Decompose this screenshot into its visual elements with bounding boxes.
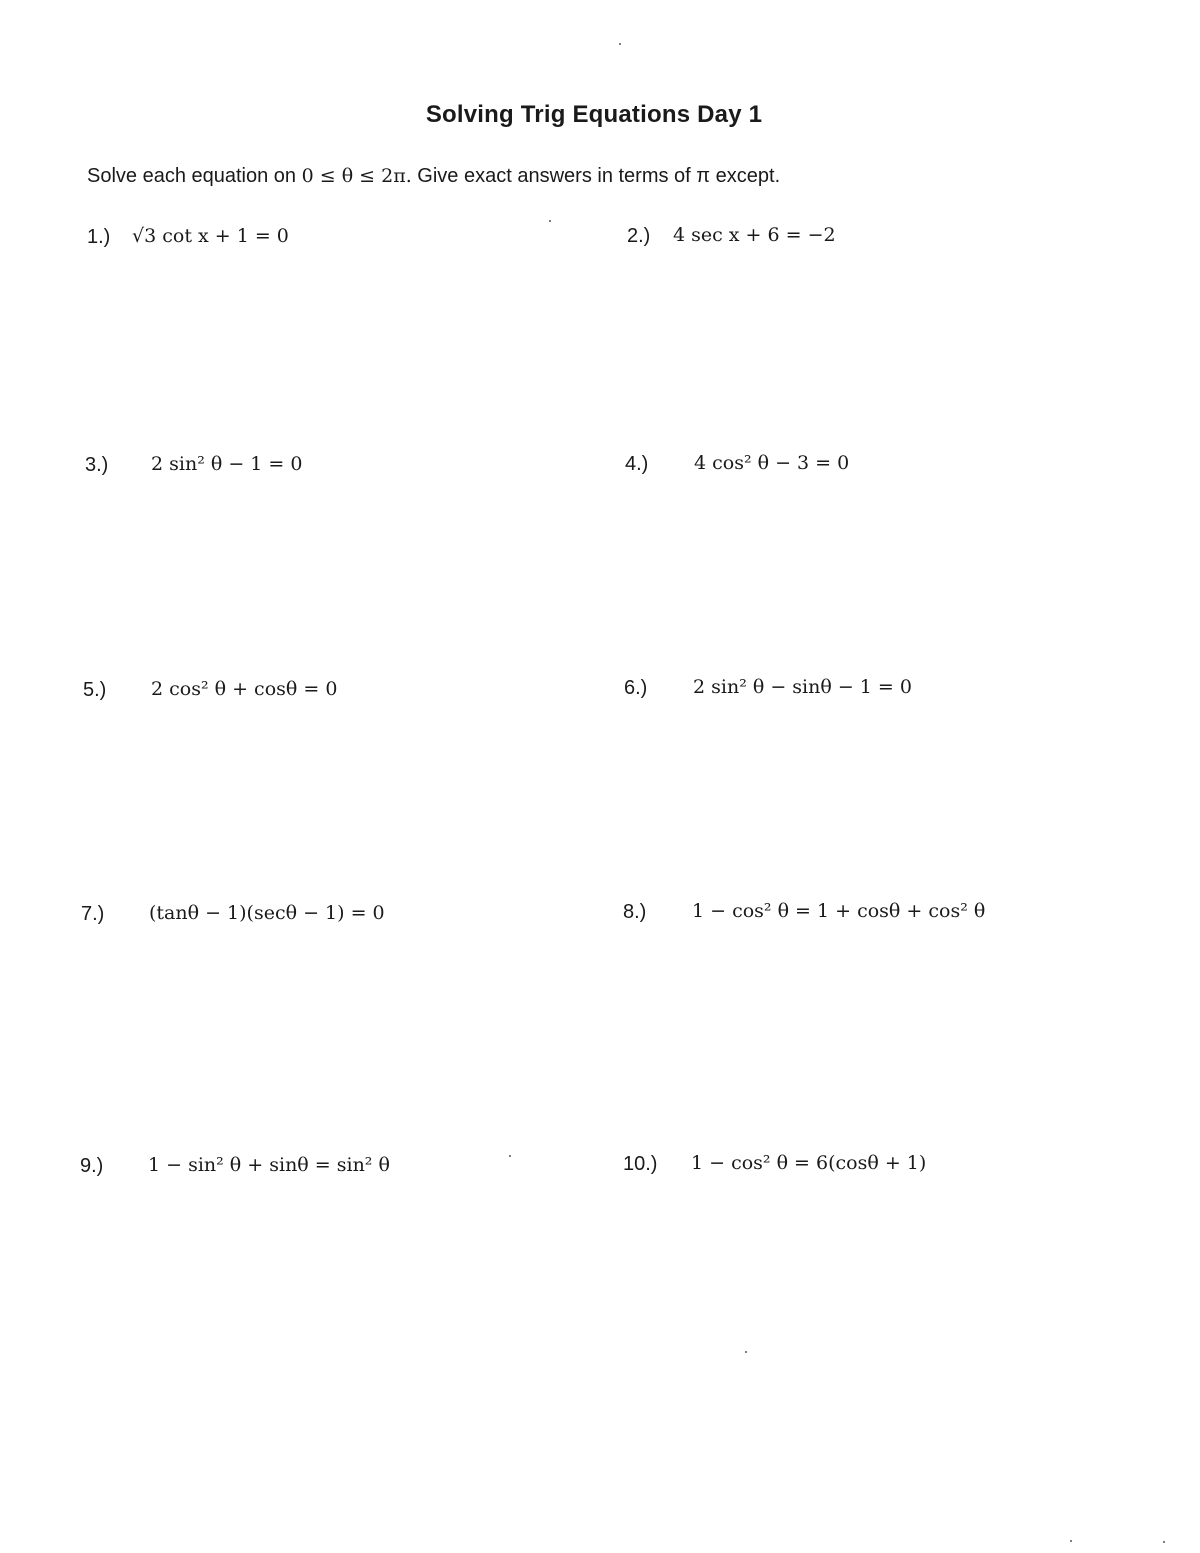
problem-number: 5.) (83, 679, 107, 701)
problem-equation: √3 cot x + 1 = 0 (132, 225, 289, 247)
instructions-text-after: Give exact answers in terms of π except. (411, 165, 781, 187)
scan-speck (509, 1155, 511, 1157)
problem-equation: 2 sin² θ − sinθ − 1 = 0 (693, 676, 912, 698)
problem-number: 8.) (623, 901, 647, 923)
problem-number: 7.) (81, 903, 105, 925)
problem-equation: 4 cos² θ − 3 = 0 (694, 452, 850, 474)
problem-number: 10.) (623, 1153, 658, 1175)
scan-speck (549, 220, 551, 222)
problem-equation: 1 − sin² θ + sinθ = sin² θ (148, 1154, 390, 1176)
problem-number: 6.) (624, 677, 648, 699)
scan-speck (745, 1351, 747, 1353)
problem-number: 3.) (85, 454, 109, 476)
problem-equation: 2 cos² θ + cosθ = 0 (151, 678, 338, 700)
problem-number: 2.) (627, 225, 651, 247)
problem-equation: 1 − cos² θ = 6(cosθ + 1) (691, 1152, 927, 1174)
scan-speck (1163, 1541, 1165, 1543)
scan-speck (1070, 1540, 1072, 1542)
problem-number: 9.) (80, 1155, 104, 1177)
problem-equation: 4 sec x + 6 = −2 (673, 224, 836, 246)
instructions (87, 165, 780, 188)
scan-speck (619, 43, 621, 45)
problem-equation: (tanθ − 1)(secθ − 1) = 0 (149, 902, 385, 924)
instructions-interval: 0 ≤ θ ≤ 2π. (301, 165, 412, 187)
problem-equation: 1 − cos² θ = 1 + cosθ + cos² θ (692, 900, 986, 922)
worksheet-title: Solving Trig Equations Day 1 (425, 101, 763, 128)
problem-equation: 2 sin² θ − 1 = 0 (151, 453, 303, 475)
problem-number: 4.) (625, 453, 649, 475)
problem-number: 1.) (87, 226, 111, 248)
instructions-text-before: Solve each equation on (87, 165, 302, 187)
